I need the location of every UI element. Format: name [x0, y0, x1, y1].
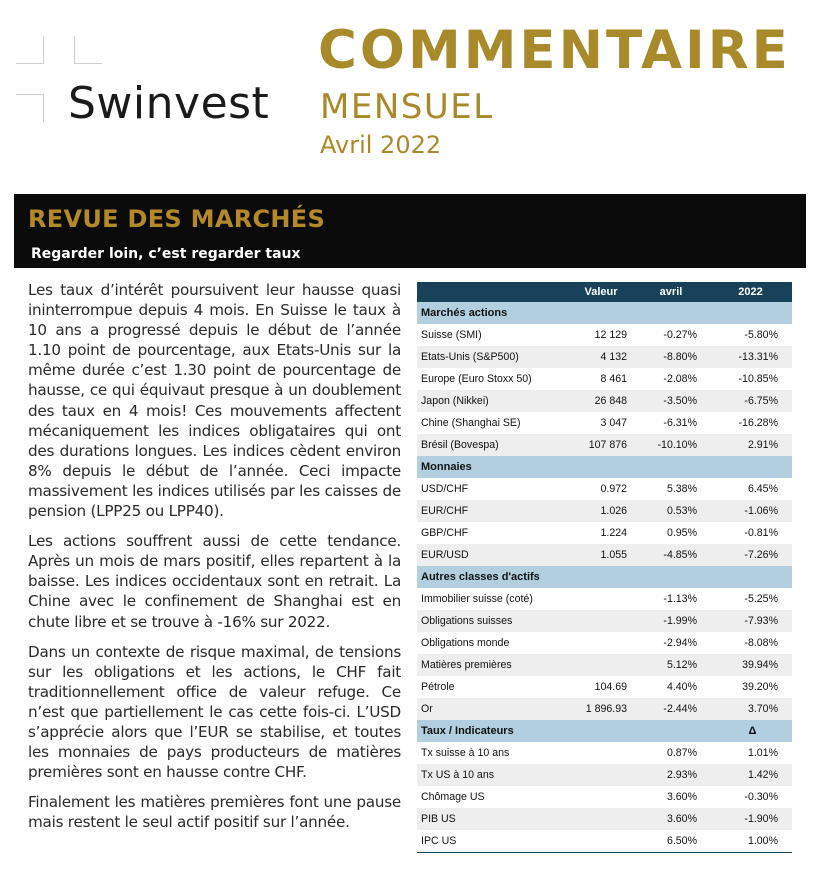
- table-section-row: [417, 302, 792, 324]
- table-row: [417, 478, 792, 500]
- table-row: [417, 368, 792, 390]
- row-2022: -5.25%: [744, 593, 778, 605]
- article-paragraph: Dans un contexte de risque maximal, de tensions sur les obligations et les actions, le CHF fait traditionnellement office de valeur refuge. Ce n’est que partiellement le cas cette fois-ci. L’USD s’apprécie alors que l’EUR se stabilise, et toutes les monnaies de pays producteurs de matières premières sont en hausse contre CHF.: [28, 642, 401, 782]
- row-label: Suisse (SMI): [421, 329, 482, 341]
- row-avril: 6.50%: [633, 830, 709, 852]
- row-2022: 6.45%: [747, 483, 778, 495]
- row-valeur: 1.055: [569, 544, 633, 566]
- table-row: [417, 632, 792, 654]
- section-extra: Δ: [709, 720, 792, 742]
- page-subtitle: MENSUEL: [320, 87, 494, 127]
- article-paragraph: Finalement les matières premières font une pause mais restent le seul actif positif sur l’année.: [28, 793, 401, 832]
- row-avril: -10.10%: [633, 434, 709, 456]
- row-2022: -6.75%: [709, 390, 792, 412]
- table-section-row: [417, 566, 792, 588]
- row-2022: -13.31%: [709, 346, 792, 368]
- row-2022: 2.91%: [709, 434, 792, 456]
- row-valeur: [569, 632, 633, 654]
- row-label: USD/CHF: [421, 483, 469, 495]
- article-paragraph: Les taux d’intérêt poursuivent leur hausse quasi ininterrompue depuis 4 mois. En Suisse le taux à 10 ans a progressé depuis le début de l’année 1.10 point de pourcentage, aux Etats-Unis sur la même durée c’est 1.30 point de pourcentage de hausse, ce qui équivaut presque à un doublement des taux en 4 mois! Ces mouvements affectent mécaniquement les indices obligataires qui ont des durations longues. Les indices cèdent environ 8% depuis le début de l’année. Ceci impacte massivement les indices utilisés par les caisses de pension (LPP25 ou LPP40).: [28, 281, 401, 521]
- row-valeur: 104.69: [594, 681, 627, 693]
- row-avril: -2.44%: [633, 698, 709, 720]
- row-label: EUR/USD: [417, 544, 569, 566]
- header-label: [417, 282, 569, 302]
- table-header-row: [417, 282, 792, 302]
- row-avril: -6.31%: [663, 417, 697, 429]
- table-row: [417, 610, 792, 632]
- article-paragraph: Les actions souffrent aussi de cette tendance. Après un mois de mars positif, elles repartent à la baisse. Les indices occidentaux sont en retrait. La Chine avec le confinement de Shanghai est en chute libre et se trouve à -16% sur 2022.: [28, 532, 401, 631]
- table-row: [417, 764, 792, 786]
- table-row: [417, 830, 792, 852]
- table-section-row: [417, 720, 792, 742]
- row-2022: 1.00%: [709, 830, 792, 852]
- table-row: [417, 742, 792, 764]
- row-valeur: [569, 786, 633, 808]
- row-2022: 1.01%: [747, 747, 778, 759]
- row-avril: -2.08%: [663, 373, 697, 385]
- table-row: [417, 786, 792, 808]
- row-label: PIB US: [417, 808, 569, 830]
- row-valeur: 1 896.93: [569, 698, 633, 720]
- table-row: [417, 500, 792, 522]
- row-avril: -1.99%: [633, 610, 709, 632]
- row-2022: -7.93%: [709, 610, 792, 632]
- section-extra: [709, 566, 792, 588]
- row-avril: -4.85%: [633, 544, 709, 566]
- table-row: [417, 588, 792, 610]
- row-avril: 4.40%: [666, 681, 697, 693]
- row-avril: 2.93%: [633, 764, 709, 786]
- row-label: Chine (Shanghai SE): [421, 417, 521, 429]
- row-valeur: 12 129: [594, 329, 627, 341]
- row-2022: -1.06%: [709, 500, 792, 522]
- row-valeur: 4 132: [569, 346, 633, 368]
- row-avril: -8.80%: [633, 346, 709, 368]
- header-2022: 2022: [709, 282, 792, 302]
- row-valeur: [569, 830, 633, 852]
- logo-corner-top-right: [74, 36, 102, 64]
- row-avril: -0.27%: [663, 329, 697, 341]
- row-valeur: 1.026: [569, 500, 633, 522]
- row-2022: 39.94%: [709, 654, 792, 676]
- table-row: [417, 324, 792, 346]
- row-valeur: [569, 654, 633, 676]
- table-row: [417, 412, 792, 434]
- table-row: [417, 544, 792, 566]
- row-valeur: 26 848: [569, 390, 633, 412]
- section-title: Autres classes d'actifs: [417, 566, 709, 588]
- header-avril: avril: [633, 282, 709, 302]
- row-2022: -10.85%: [738, 373, 778, 385]
- row-2022: -5.80%: [744, 329, 778, 341]
- row-avril: 5.38%: [666, 483, 697, 495]
- row-2022: -7.26%: [709, 544, 792, 566]
- row-label: EUR/CHF: [417, 500, 569, 522]
- logo-corner-bottom-left: [16, 94, 44, 122]
- section-title: Marchés actions: [417, 302, 709, 324]
- row-2022: -0.30%: [744, 791, 778, 803]
- header-valeur: Valeur: [569, 282, 633, 302]
- row-label: Tx suisse à 10 ans: [421, 747, 510, 759]
- table-row: [417, 346, 792, 368]
- market-table: [417, 282, 792, 853]
- article-body: [28, 280, 401, 842]
- row-label: Brésil (Bovespa): [417, 434, 569, 456]
- row-label: Europe (Euro Stoxx 50): [421, 373, 532, 385]
- logo-corner-top-left: [16, 36, 44, 64]
- page-title: COMMENTAIRE: [318, 20, 791, 81]
- row-label: Etats-Unis (S&P500): [417, 346, 569, 368]
- section-subtitle: Regarder loin, c’est regarder taux: [31, 246, 301, 262]
- row-label: Pétrole: [421, 681, 455, 693]
- row-avril: 0.53%: [633, 500, 709, 522]
- row-valeur: [569, 764, 633, 786]
- row-avril: 3.60%: [666, 791, 697, 803]
- row-2022: 3.70%: [709, 698, 792, 720]
- row-valeur: 0.972: [600, 483, 627, 495]
- row-2022: -0.81%: [744, 527, 778, 539]
- table-row: [417, 654, 792, 676]
- section-title: Monnaies: [417, 456, 709, 478]
- row-avril: -1.13%: [663, 593, 697, 605]
- row-avril: 3.60%: [633, 808, 709, 830]
- table-row: [417, 808, 792, 830]
- row-label: Chômage US: [421, 791, 485, 803]
- row-valeur: [569, 610, 633, 632]
- table-row: [417, 676, 792, 698]
- row-label: Obligations monde: [421, 637, 510, 649]
- row-label: Immobilier suisse (coté): [421, 593, 533, 605]
- row-2022: -16.28%: [738, 417, 778, 429]
- row-valeur: 8 461: [600, 373, 627, 385]
- row-avril: 0.95%: [666, 527, 697, 539]
- row-valeur: [569, 742, 633, 764]
- row-label: Obligations suisses: [417, 610, 569, 632]
- row-valeur: 107 876: [569, 434, 633, 456]
- row-label: Or: [417, 698, 569, 720]
- table-section-row: [417, 456, 792, 478]
- row-label: Japon (Nikkei): [417, 390, 569, 412]
- row-valeur: 1.224: [600, 527, 627, 539]
- row-valeur: [569, 808, 633, 830]
- table-row: [417, 522, 792, 544]
- row-label: Tx US à 10 ans: [417, 764, 569, 786]
- row-2022: -1.90%: [709, 808, 792, 830]
- row-label: IPC US: [417, 830, 569, 852]
- row-2022: 39.20%: [742, 681, 778, 693]
- section-banner: [14, 194, 806, 268]
- table-row: [417, 698, 792, 720]
- section-extra: [709, 456, 792, 478]
- section-title: REVUE DES MARCHÉS: [28, 205, 326, 233]
- row-2022: 1.42%: [709, 764, 792, 786]
- row-valeur: [569, 588, 633, 610]
- section-title: Taux / Indicateurs: [417, 720, 709, 742]
- table-body: [417, 302, 792, 852]
- row-avril: -3.50%: [633, 390, 709, 412]
- row-avril: -2.94%: [663, 637, 697, 649]
- row-label: GBP/CHF: [421, 527, 469, 539]
- issue-date: Avril 2022: [320, 131, 442, 159]
- table-row: [417, 390, 792, 412]
- section-extra: [709, 302, 792, 324]
- row-avril: 0.87%: [666, 747, 697, 759]
- row-2022: -8.08%: [744, 637, 778, 649]
- row-valeur: 3 047: [600, 417, 627, 429]
- row-avril: 5.12%: [633, 654, 709, 676]
- row-label: Matières premières: [417, 654, 569, 676]
- brand-logo-text: Swinvest: [68, 78, 270, 129]
- table-row: [417, 434, 792, 456]
